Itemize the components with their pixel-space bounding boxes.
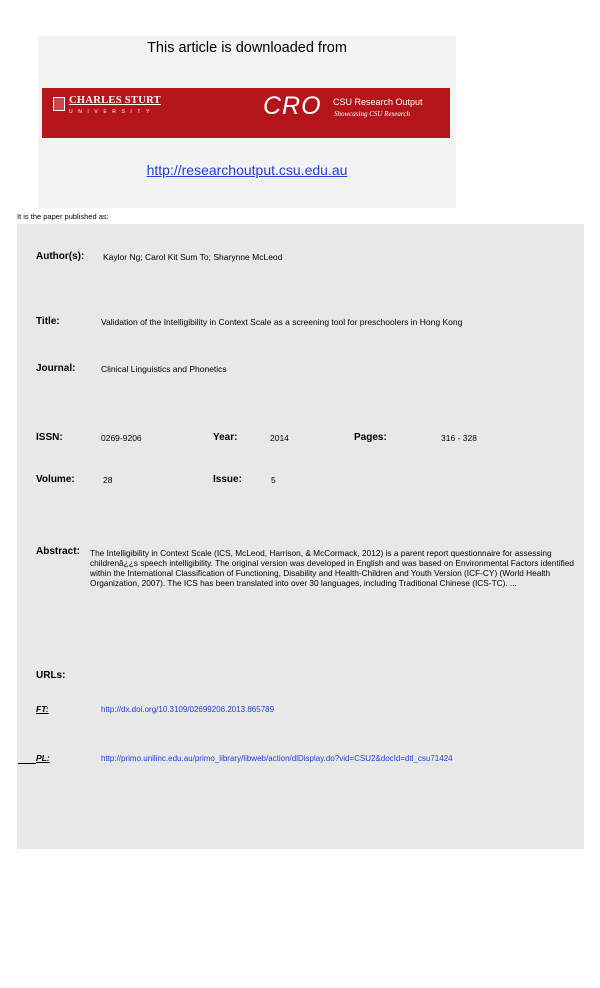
title-value: Validation of the Intelligibility in Context Scale as a screening tool for preschoolers in Hong Kong	[101, 317, 463, 327]
university-title: CHARLES STURT	[69, 95, 161, 106]
volume-value: 28	[103, 475, 113, 485]
abstract-label: Abstract:	[36, 546, 80, 557]
university-subtitle: UNIVERSITY	[69, 109, 156, 115]
site-link[interactable]: http://researchoutput.csu.edu.au	[146, 162, 348, 178]
cro-logo: CRO	[263, 92, 322, 120]
issue-label: Issue:	[213, 474, 242, 485]
banner-tagline: Showcasing CSU Research	[334, 110, 410, 118]
journal-value: Clinical Linguistics and Phonetics	[101, 364, 227, 374]
crest-icon	[53, 97, 65, 111]
ft-label: FT:	[36, 704, 49, 714]
pl-dash	[18, 763, 36, 764]
issn-value: 0269-9206	[101, 433, 142, 443]
issue-value: 5	[271, 475, 276, 485]
journal-label: Journal:	[36, 363, 76, 374]
urls-label: URLs:	[36, 670, 66, 681]
issn-label: ISSN:	[36, 432, 63, 443]
ft-link[interactable]: http://dx.doi.org/10.3109/02699206.2013.865789	[101, 705, 275, 714]
published-as: It is the paper published as:	[17, 212, 109, 221]
author-label: Author(s):	[36, 251, 85, 262]
year-label: Year:	[213, 432, 238, 443]
abstract-value: The Intelligibility in Context Scale (ICS, McLeod, Harrison, & McCormack, 2012) is a parent report questionnaire for assessing childrenâ¿¿s speech intelligibility. The original version was developed in English and was based on Environmental Factors identified within the International Classification of Functioning, Disability and Health-Children and Youth Version (ICF-CY) (World Health Organization, 2007). The ICS has been translated into over 30 languages, including Traditional Chinese (ICS-TC). ...	[90, 548, 574, 588]
pages-value: 316 - 328	[441, 433, 477, 443]
pl-label: PL:	[36, 753, 50, 763]
csu-research-output: CSU Research Output	[333, 97, 423, 107]
pl-link[interactable]: http://primo.unilinc.edu.au/primo_library/libweb/action/dlDisplay.do?vid=CSU2&docId=dtl_csu71424	[101, 754, 453, 763]
downloaded-notice: This article is downloaded from	[147, 40, 347, 56]
title-label: Title:	[36, 316, 60, 327]
pages-label: Pages:	[354, 432, 387, 443]
volume-label: Volume:	[36, 474, 75, 485]
author-value: Kaylor Ng; Carol Kit Sum To; Sharynne McLeod	[103, 252, 283, 262]
year-value: 2014	[270, 433, 289, 443]
